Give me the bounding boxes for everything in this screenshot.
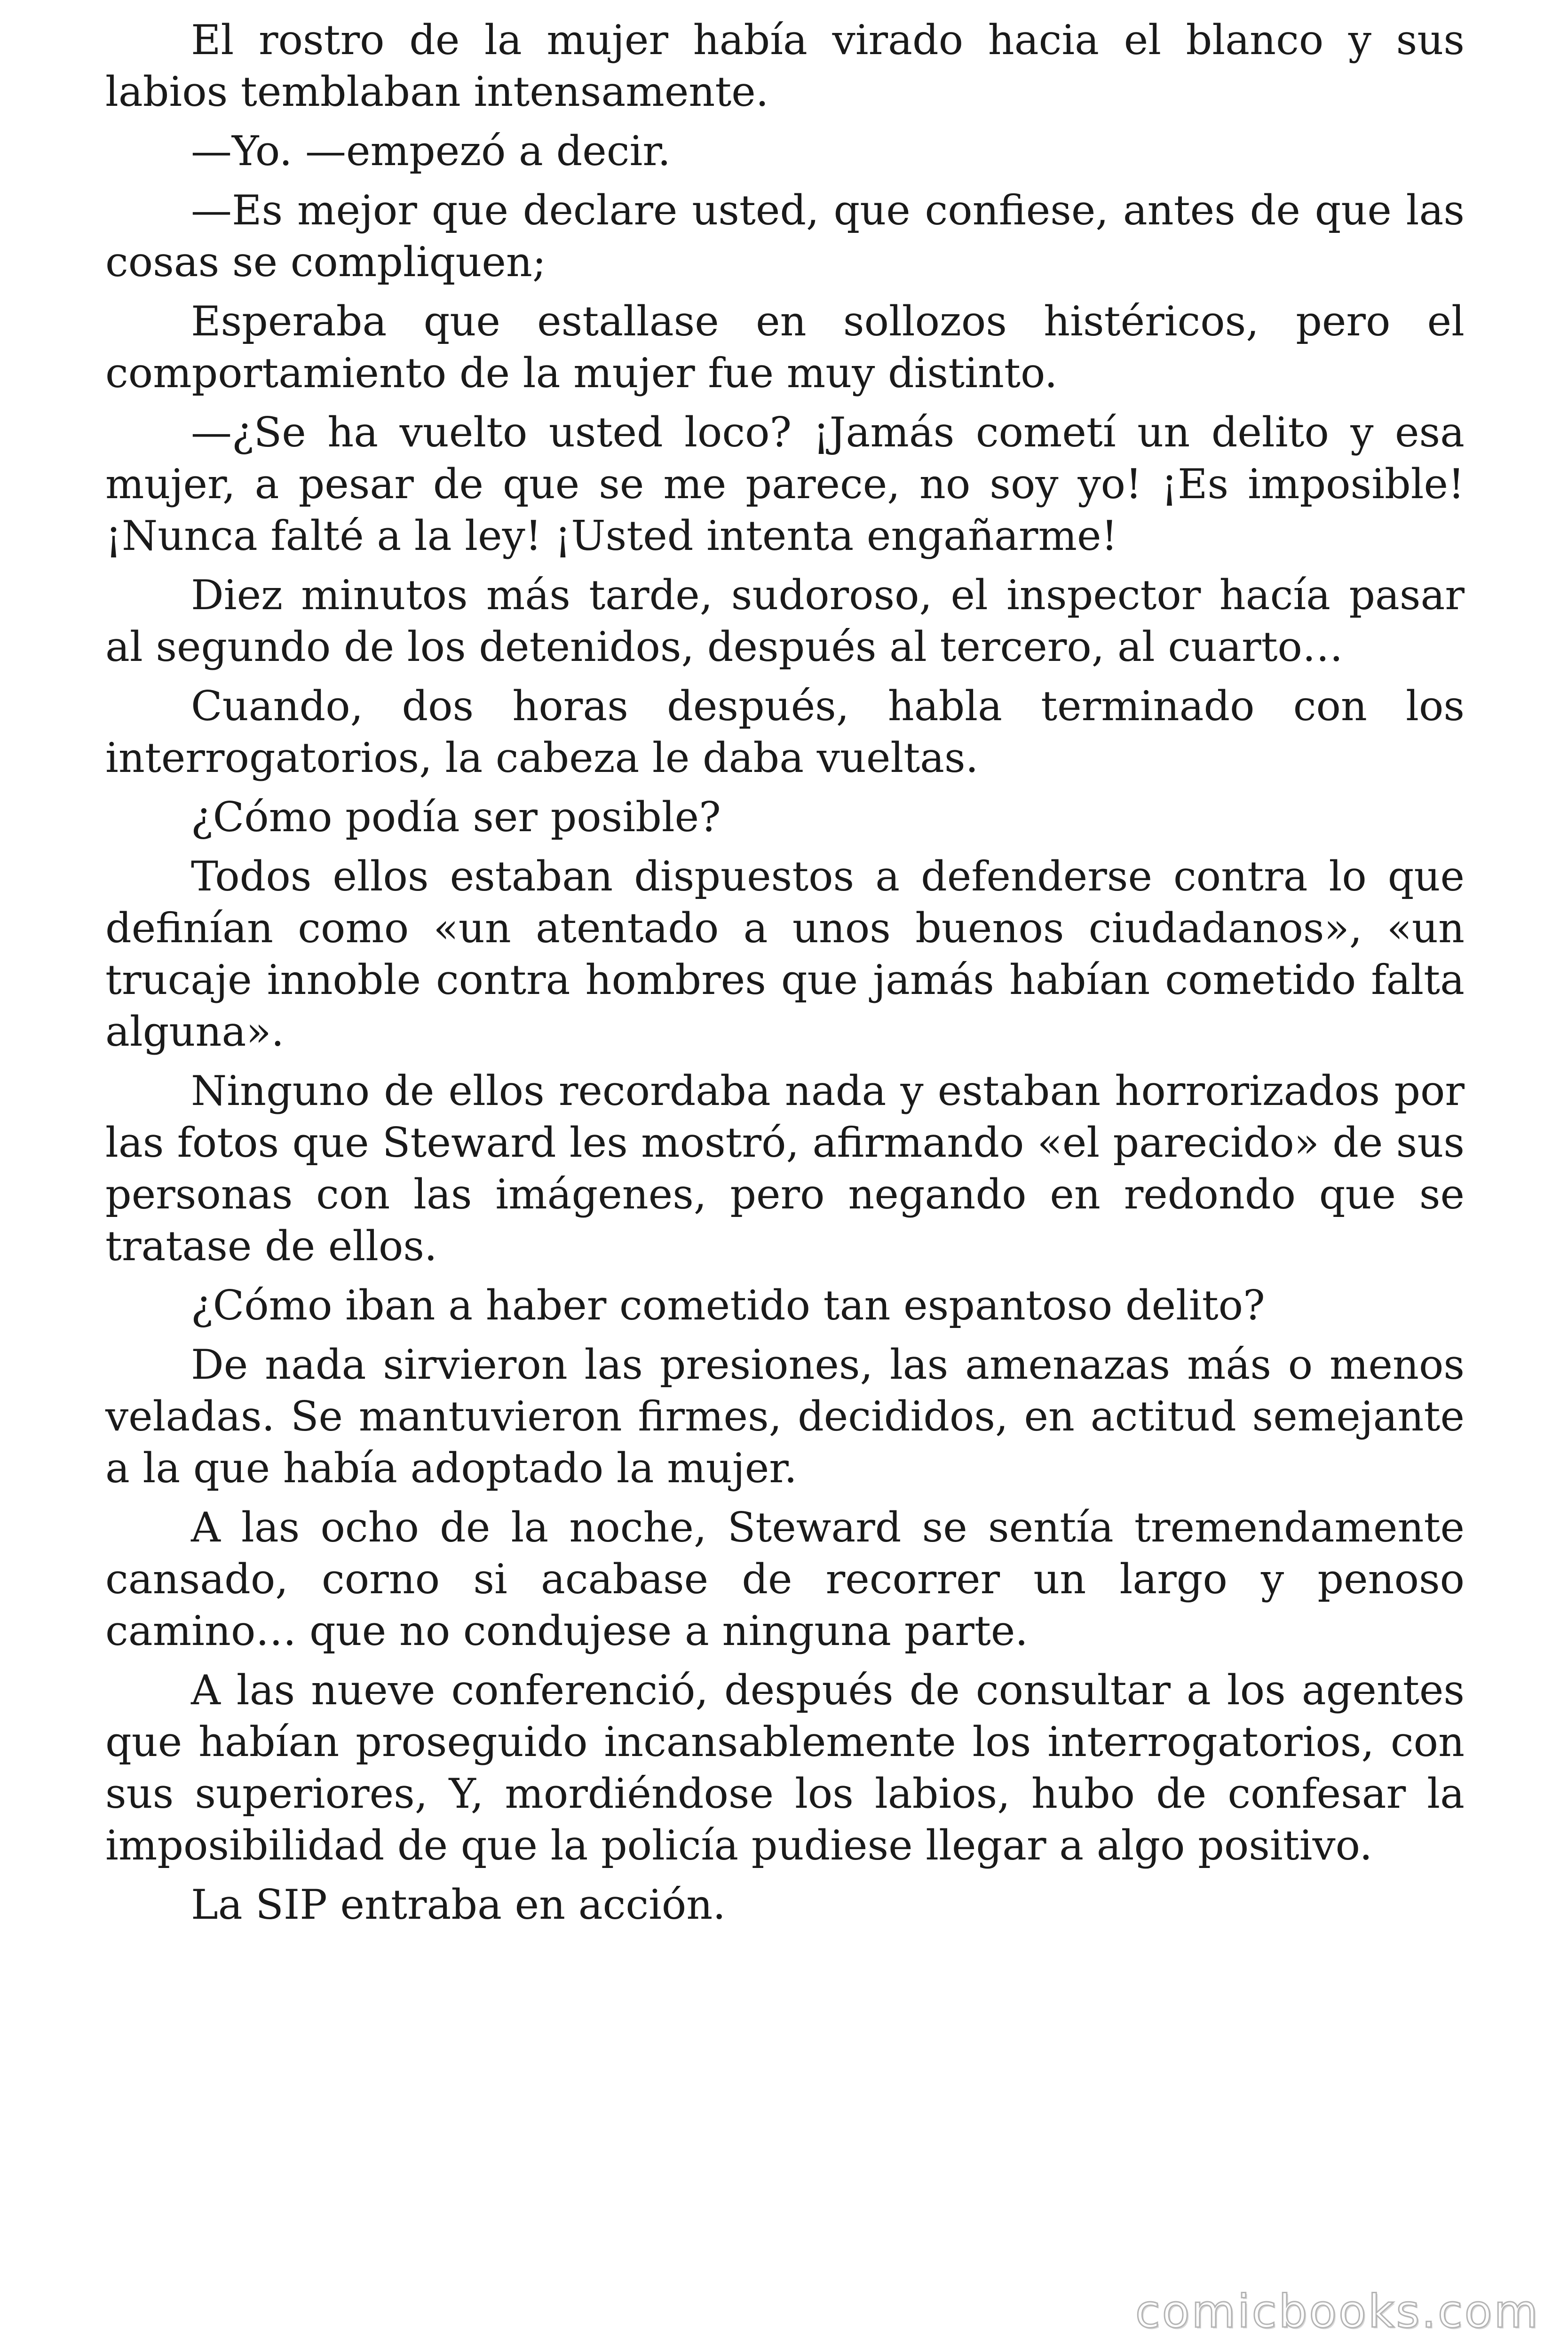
paragraph: La SIP entraba en acción. xyxy=(191,1881,726,1929)
paragraph: Diez minutos más tarde, sudoroso, el inspector hacía pasar al segundo de los detenidos, después al tercero, al cuarto… xyxy=(105,571,1465,671)
watermark: comicbooks.com xyxy=(1135,2285,1540,2338)
paragraph: Cuando, dos horas después, habla terminado con los interrogatorios, la cabeza le daba vueltas. xyxy=(105,682,1465,782)
paragraph: —Es mejor que declare usted, que confiese, antes de que las cosas se compliquen; xyxy=(105,186,1465,286)
paragraph: De nada sirvieron las presiones, las amenazas más o menos veladas. Se mantuvieron firmes, decididos, en actitud semejante a la que había adoptado la mujer. xyxy=(105,1341,1465,1492)
paragraph: —¿Se ha vuelto usted loco? ¡Jamás cometí un delito y esa mujer, a pesar de que se me parece, no soy yo! ¡Es imposible! ¡Nunca falté a la ley! ¡Usted intenta engañarme! xyxy=(105,408,1465,560)
paragraph: —Yo. —empezó a decir. xyxy=(191,127,671,175)
paragraph: A las nueve conferenció, después de consultar a los agentes que habían proseguido incansablemente los interrogatorios, con sus superiores, Y, mordiéndose los labios, hubo de confesar la imposibilidad de que la policía pudiese llegar a algo positivo. xyxy=(105,1666,1465,1869)
paragraph: Todos ellos estaban dispuestos a defenderse contra lo que definían como «un atentado a unos buenos ciudadanos», «un trucaje innoble contra hombres que jamás habían cometido falta alguna». xyxy=(105,852,1465,1056)
paragraph: A las ocho de la noche, Steward se sentía tremendamente cansado, corno si acabase de recorrer un largo y penoso camino… que no condujese a ninguna parte. xyxy=(105,1503,1465,1655)
paragraph: ¿Cómo iban a haber cometido tan espantoso delito? xyxy=(191,1281,1265,1329)
paragraph: El rostro de la mujer había virado hacia el blanco y sus labios temblaban intensamente. xyxy=(105,16,1465,116)
page-body xyxy=(105,14,1465,1938)
paragraph: Esperaba que estallase en sollozos histéricos, pero el comportamiento de la mujer fue muy distinto. xyxy=(105,297,1465,397)
paragraph: ¿Cómo podía ser posible? xyxy=(191,793,721,841)
paragraph: Ninguno de ellos recordaba nada y estaban horrorizados por las fotos que Steward les mostró, afirmando «el parecido» de sus personas con las imágenes, pero negando en redondo que se tratase de ellos. xyxy=(105,1067,1465,1270)
